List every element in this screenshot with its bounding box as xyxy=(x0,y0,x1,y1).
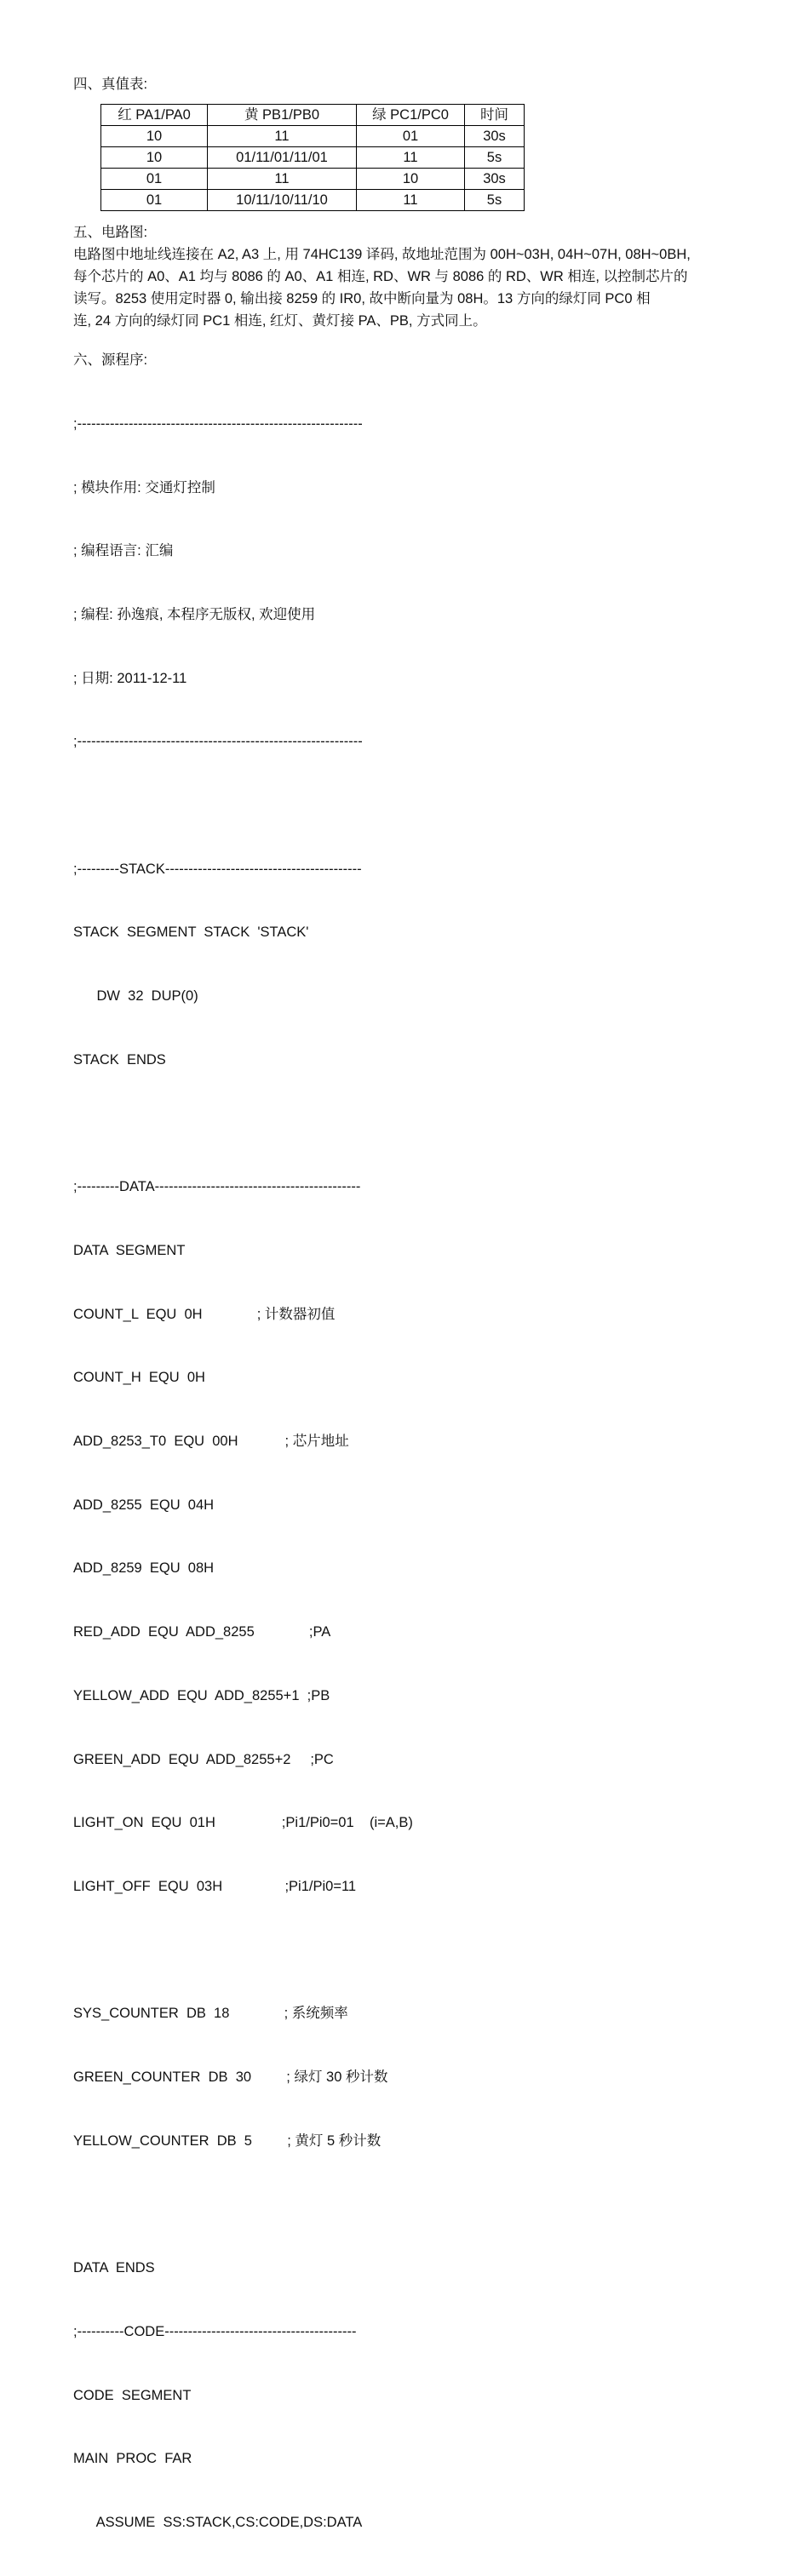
code-line: STACK SEGMENT STACK 'STACK' xyxy=(73,924,309,941)
cell-time: 30s xyxy=(465,169,525,190)
code-line: STACK ENDS xyxy=(73,1051,166,1068)
code-line: GREEN_COUNTER DB 30 ; 绿灯 30 秒计数 xyxy=(73,2069,388,2086)
code-line: MAIN PROC FAR xyxy=(73,2451,192,2467)
code-line: GREEN_ADD EQU ADD_8255+2 ;PC xyxy=(73,1751,334,1767)
cell-yellow: 11 xyxy=(208,126,357,147)
cell-yellow: 10/11/10/11/10 xyxy=(208,190,357,211)
cell-red: 01 xyxy=(101,169,208,190)
cell-green: 01 xyxy=(357,126,465,147)
code-line: ; 日期: 2011-12-11 xyxy=(73,670,187,686)
code-line: DW 32 DUP(0) xyxy=(73,988,198,1005)
header-green: 绿 PC1/PC0 xyxy=(357,105,465,126)
code-line: DATA ENDS xyxy=(73,2260,155,2276)
circuit-description xyxy=(73,243,746,332)
code-line: ; 编程语言: 汇编 xyxy=(73,543,174,559)
circuit-line: 每个芯片的 A0、A1 均与 8086 的 A0、A1 相连, RD、WR 与 8086 的 RD、WR 相连, 以控制芯片的 xyxy=(73,269,688,284)
header-red: 红 PA1/PA0 xyxy=(101,105,208,126)
cell-time: 30s xyxy=(465,126,525,147)
cell-green: 10 xyxy=(357,169,465,190)
circuit-line: 电路图中地址线连接在 A2, A3 上, 用 74HC139 译码, 故地址范围为 00H~03H, 04H~07H, 08H~0BH, xyxy=(73,247,691,262)
cell-yellow: 01/11/01/11/01 xyxy=(208,147,357,169)
code-line: LIGHT_ON EQU 01H ;Pi1/Pi0=01 (i=A,B) xyxy=(73,1815,413,1831)
code-line: ;---------DATA-------------------------------------------- xyxy=(73,1179,361,1195)
header-yellow: 黄 PB1/PB0 xyxy=(208,105,357,126)
code-line: ;---------STACK------------------------------------------ xyxy=(73,861,362,877)
code-line xyxy=(73,2195,413,2216)
truth-table-heading: 四、真值表: xyxy=(73,77,148,92)
truth-table xyxy=(100,104,525,211)
code-line: SYS_COUNTER DB 18 ; 系统频率 xyxy=(73,2006,348,2022)
cell-time: 5s xyxy=(465,190,525,211)
source-code-block xyxy=(73,371,413,2576)
cell-red: 10 xyxy=(101,147,208,169)
circuit-line: 连, 24 方向的绿灯同 PC1 相连, 红灯、黄灯接 PA、PB, 方式同上。 xyxy=(73,313,487,329)
table-row xyxy=(101,169,525,190)
code-line: COUNT_L EQU 0H ; 计数器初值 xyxy=(73,1306,336,1322)
code-line: ;------------------------------------------------------------- xyxy=(73,415,363,432)
cell-red: 10 xyxy=(101,126,208,147)
code-line: YELLOW_COUNTER DB 5 ; 黄灯 5 秒计数 xyxy=(73,2132,382,2149)
table-row xyxy=(101,147,525,169)
header-time: 时间 xyxy=(465,105,525,126)
cell-green: 11 xyxy=(357,147,465,169)
code-line: ; 模块作用: 交通灯控制 xyxy=(73,479,215,495)
code-line: ;----------CODE----------------------------------------- xyxy=(73,2323,357,2339)
code-line: YELLOW_ADD EQU ADD_8255+1 ;PB xyxy=(73,1687,330,1703)
circuit-line: 读写。8253 使用定时器 0, 输出接 8259 的 IR0, 故中断向量为 08H。13 方向的绿灯同 PC0 相 xyxy=(73,291,651,306)
code-line: ADD_8259 EQU 08H xyxy=(73,1560,215,1577)
code-line: COUNT_H EQU 0H xyxy=(73,1370,205,1386)
code-line: CODE SEGMENT xyxy=(73,2387,192,2403)
code-line: ; 编程: 孙逸痕, 本程序无版权, 欢迎使用 xyxy=(73,606,316,622)
code-line xyxy=(73,1940,413,1961)
code-line xyxy=(73,1113,413,1135)
truth-table-header-row xyxy=(101,105,525,126)
source-heading: 六、源程序: xyxy=(73,352,148,368)
code-line: LIGHT_OFF EQU 03H ;Pi1/Pi0=11 xyxy=(73,1878,357,1894)
table-row xyxy=(101,126,525,147)
code-line: ADD_8255 EQU 04H xyxy=(73,1497,215,1513)
code-line: ;------------------------------------------------------------- xyxy=(73,734,363,750)
code-line xyxy=(73,795,413,816)
cell-time: 5s xyxy=(465,147,525,169)
code-line: RED_ADD EQU ADD_8255 ;PA xyxy=(73,1624,331,1640)
code-line: ADD_8253_T0 EQU 00H ; 芯片地址 xyxy=(73,1434,349,1450)
cell-green: 11 xyxy=(357,190,465,211)
circuit-heading: 五、电路图: xyxy=(73,225,148,240)
cell-red: 01 xyxy=(101,190,208,211)
table-row xyxy=(101,190,525,211)
code-line: ASSUME SS:STACK,CS:CODE,DS:DATA xyxy=(73,2515,363,2531)
cell-yellow: 11 xyxy=(208,169,357,190)
code-line: DATA SEGMENT xyxy=(73,1242,186,1258)
